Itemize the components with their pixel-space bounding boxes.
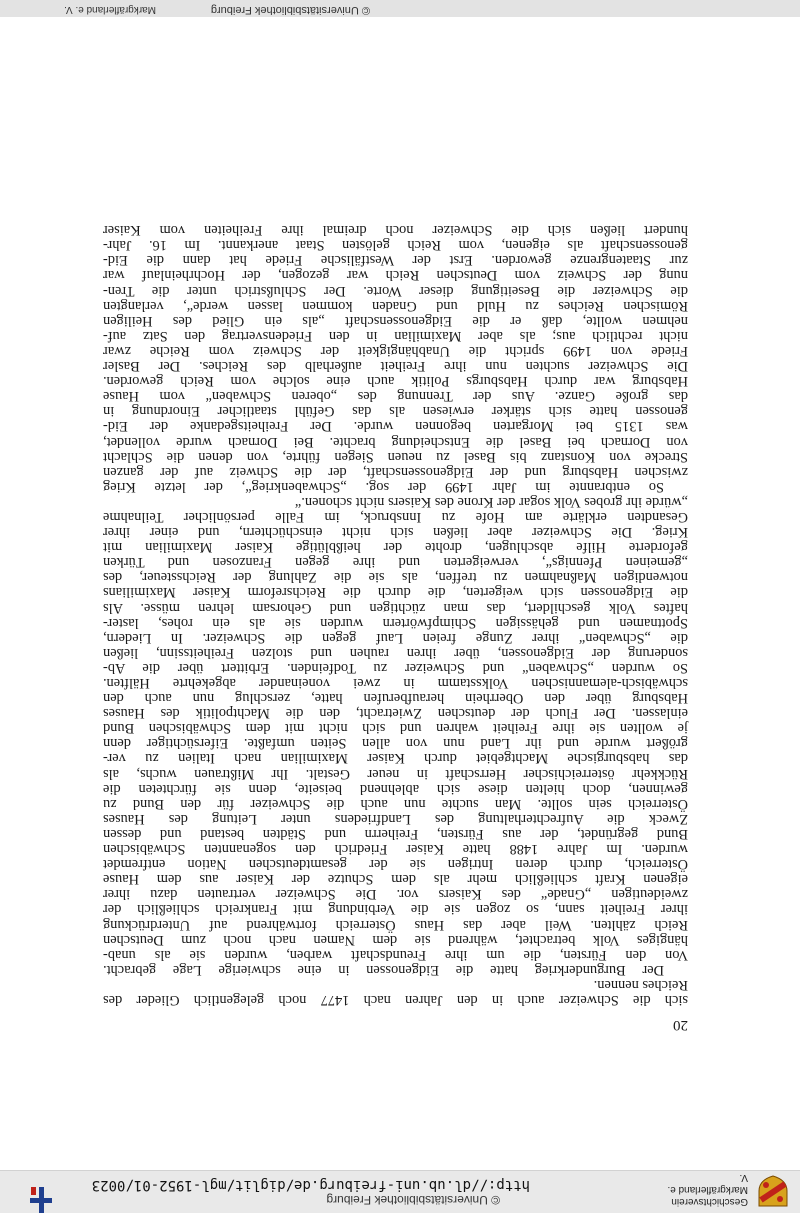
- text-line: die Schweizer die Beseitigung dieser Worte. Der Schlußstrich unter die Tren-: [103, 282, 688, 299]
- text-line: genossenschaft als eigenen, vom Reich gelösten Staat anerkannt. Im 16. Jahr-: [103, 237, 688, 254]
- copyright-notice: © Universitätsbibliothek Freiburg: [326, 1193, 500, 1207]
- text-line: gewinnen, doch hielten diese sich ablehnend beiseite, denn sie fürchteten die: [103, 780, 688, 797]
- page-number: 20: [673, 1017, 688, 1033]
- text-line: „gemeinen Pfennigs“, verweigerten und ihre gegen Franzosen und Türken: [103, 554, 688, 571]
- text-line: „würde ihr grobes Volk sogar der Krone des Kaisers nicht schonen.“: [294, 493, 688, 510]
- paragraph: [103, 494, 688, 977]
- text-line: Strecke von Konstanz bis Basel zu neuen Siegen führte, von denen die Schlacht: [103, 448, 688, 465]
- text-line: zwischen Habsburg und der Eidgenossenschaft, der die Schweiz auf der ganzen: [103, 463, 688, 480]
- text-line: ihrer Freiheit sann, so zogen sie die Verbindung mit Frankreich schließlich der: [103, 901, 688, 918]
- text-line: Reiches nennen.: [593, 976, 688, 993]
- library-logo-icon: [22, 1171, 52, 1213]
- text-line: eigenen Kraft schließlich mehr als dem Schutze der Kaiser aus dem Hause: [103, 871, 688, 888]
- footer-association: Markgräflerland e. V.: [64, 4, 156, 15]
- text-line: Krieg. Die Schweizer aber ließen sich nicht einschüchtern, und einer ihrer: [103, 524, 688, 541]
- paragraph: [103, 977, 688, 1007]
- text-line: nehmen wollte, daß er die Eidgenossenschaft „als ein Glied des Heiligen: [103, 312, 688, 329]
- text-line: So entbrannte im Jahr 1499 der sog. „Schwabenkrieg“, der letzte Krieg: [103, 478, 664, 495]
- text-line: Römischen Reiches zu Huld und Gnaden kommen lassen werde“, verlangten: [103, 297, 688, 314]
- text-line: haftes Volk geschildert, das man züchtigen und Gehorsam lehren müsse. Als: [103, 599, 688, 616]
- coat-of-arms-logo: [756, 1175, 790, 1209]
- text-line: geforderte Hilfe abschlugen, drohte der heißblütige Kaiser Maximilian mit: [103, 539, 688, 556]
- footer-band: [0, 0, 800, 17]
- text-line: hundert ließen sich die Schweizer noch dreimal ihre Freiheiten vom Kaiser: [103, 222, 688, 239]
- text-line: Österreich sein sollte. Man suchte nun auch die Schweizer für den Bund zu: [103, 795, 688, 812]
- text-line: die „Schwaben“ ihrer Zunge freien Lauf gegen die Schweizer. In Liedern,: [103, 629, 688, 646]
- text-line: nicht rechtlich aus; als aber Maximilian in den Friedensvertrag den Satz auf-: [103, 327, 688, 344]
- association-name: Geschichtsverein Markgräflerland e. V.: [667, 1172, 748, 1207]
- text-line: Bund gegründet, der aus Fürsten, Freiherrn und Städten bestand und dessen: [103, 825, 688, 842]
- text-line: die Eidgenossen sich weigerten, die durch die Reichsreform Kaiser Maximilians: [103, 584, 688, 601]
- text-line: wurden. Im Jahre 1488 hatte Kaiser Friedrich den sogenannten Schwäbischen: [103, 841, 688, 858]
- text-line: das habsburgische Machtgebiet durch Kaiser Maximilian nach Italien zu ver-: [103, 750, 688, 767]
- text-line: nung der Schweiz vom Deutschen Reich war gezogen, der Hochrheinlauf war: [103, 267, 688, 284]
- text-line: Friede von 1499 spricht die Unabhängigkeit der Schweiz vom Reiche zwar: [103, 342, 688, 359]
- paragraph: [103, 222, 688, 494]
- text-line: je wollten sie ihre Freiheit wahren und sich nicht mit dem Schwäbischen Bund: [103, 720, 688, 737]
- text-line: So wurden „Schwaben“ und Schweizer zu Todfeinden. Erbittert über die Ab-: [103, 659, 688, 676]
- text-line: Österreich, durch deren Intrigen sie der gesamtdeutschen Nation entfremdet: [103, 856, 688, 873]
- text-line: was 1315 bei Morgarten begonnen wurde. Der Freiheitsgedanke der Eid-: [103, 418, 688, 435]
- text-line: von Dornach bei Basel die Entscheidung brachte. Bei Dornach wurde vollendet,: [103, 433, 688, 450]
- text-line: Habsburg über den Oberrhein heraufberufen hatte, zerschlug nun auch den: [103, 690, 688, 707]
- text-line: hängiges Volk betrachtet, während sie dem Namen nach noch zum Deutschen: [103, 931, 688, 948]
- text-line: zweideutigen „Gnade“ des Kaisers vor. Die Schweizer vertrauten dazu ihrer: [103, 886, 688, 903]
- text-line: schwäbisch-alemannischen Volksstamm in zwei voneinander abgekehrte Hälften.: [103, 675, 688, 692]
- footer-copyright: © Universitätsbibliothek Freiburg: [210, 4, 370, 16]
- text-line: das große Ganze. Aus der Trennung des „oberen Schwaben“ vom Hause: [103, 388, 688, 405]
- header-band: [0, 1170, 800, 1213]
- text-line: Habsburg war durch Habsburgs Politik auch eine solche vom Reich geworden.: [103, 373, 688, 390]
- text-line: Die Schweizer suchten nun ihre Freiheit außerhalb des Reiches. Der Basler: [103, 358, 688, 375]
- text-line: Zweck die Aufrechterhaltung des Landfriedens unter Leitung des Hauses: [103, 810, 688, 827]
- body-text: [103, 222, 688, 1007]
- text-line: Gesandten erklärte am Hofe zu Innsbruck, im Falle persönlicher Teilnahme: [103, 509, 688, 525]
- permalink-url[interactable]: http://dl.ub.uni-freiburg.de/diglit/mgl-1952-01/0023: [91, 1177, 530, 1193]
- text-line: größert wurde und ihr Land nun von allen Seiten umfaßte. Eifersüchtiger denn: [103, 735, 688, 752]
- text-line: zur Staatengrenze geworden. Erst der Westfälische Friede hat dann die Eid-: [103, 252, 688, 269]
- text-line: Spottnamen und gehässigen Schimpfwörtern wurden sie als ein rohes, laster-: [103, 614, 688, 631]
- text-line: notwendigen Maßnahmen zu treffen, als sie die Zahlung der Reichssteuer, des: [103, 569, 688, 586]
- text-line: Von den Fürsten, die um ihre Freundschaft warben, wurden sie als unab-: [103, 946, 688, 963]
- text-line: Der Burgunderkrieg hatte die Eidgenossen in eine schwierige Lage gebracht.: [103, 961, 664, 978]
- text-line: sich die Schweizer auch in den Jahren nach 1477 noch gelegentlich Glieder des: [103, 992, 688, 1008]
- text-line: genossen hatte sich stärker erwiesen als das Gefühl staatlicher Einordnung in: [103, 403, 688, 420]
- text-line: Rückkehr österreichischer Herrschaft in neuer Gestalt. Ihr Mißtrauen wuchs, als: [103, 765, 688, 782]
- text-line: sonderung der Eidgenossen, über ihren rauhen und stolzen Freiheitssinn, ließen: [103, 644, 688, 661]
- text-line: Reich zählten. Weil aber das Haus Österreich fortwährend auf Unterdrückung: [103, 916, 688, 933]
- text-line: einlassen. Der Fluch der deutschen Zwietracht, den die Machtpolitik des Hauses: [103, 705, 688, 722]
